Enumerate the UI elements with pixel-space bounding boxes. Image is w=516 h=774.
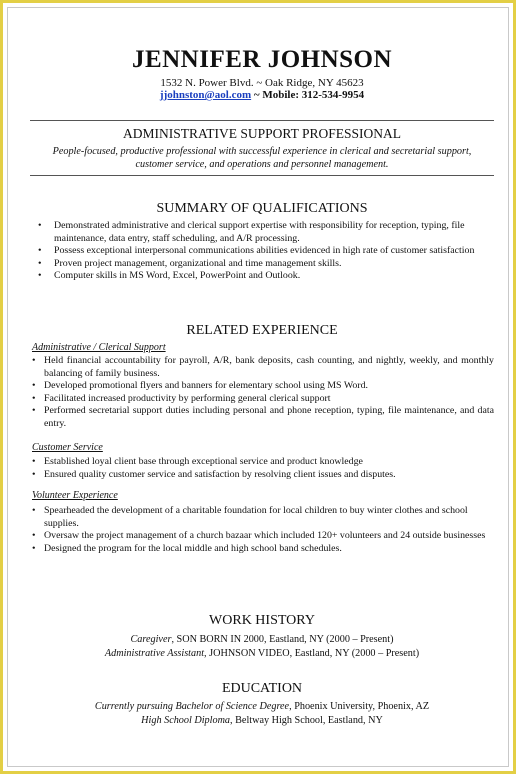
degree: Currently pursuing Bachelor of Science Degree — [94, 701, 290, 712]
education-heading: EDUCATION — [221, 681, 303, 696]
email-link[interactable]: jjohnston@aol.com — [159, 89, 252, 101]
divider-bottom — [30, 175, 494, 176]
job-detail: , JOHNSON VIDEO, Eastland, NY (2000 – Present) — [204, 648, 420, 659]
list-item: • Facilitated increased productivity by performing general clerical support — [30, 393, 494, 406]
divider-top — [30, 120, 494, 121]
list-item: • Established loyal client base through exceptional service and product knowledge — [30, 456, 494, 469]
professional-title: ADMINISTRATIVE SUPPORT PROFESSIONAL — [123, 126, 401, 141]
list-item: • Designed the program for the local middle and high school band schedules. — [30, 543, 494, 556]
summary-list — [24, 220, 482, 283]
subheading-customer: Customer Service — [32, 442, 103, 453]
education-entry — [22, 701, 502, 712]
work-history-heading: WORK HISTORY — [209, 613, 315, 628]
list-item: • Performed secretarial support duties including personal and phone reception, typing, file maintenance, and data entry. — [30, 405, 494, 430]
subheading-admin: Administrative / Clerical Support — [32, 342, 166, 353]
list-item: • Held financial accountability for payroll, A/R, bank deposits, cash counting, and nightly, weekly, and monthly balancing of family business. — [30, 355, 494, 380]
admin-list — [30, 355, 494, 431]
list-item: • Possess exceptional interpersonal communications abilities evidenced in high rate of customer satisfaction — [24, 245, 482, 258]
list-item: • Oversaw the project management of a church bazaar which included 120+ volunteers and 24 outside businesses — [30, 530, 494, 543]
work-entry — [22, 648, 502, 659]
school-detail: , Phoenix University, Phoenix, AZ — [289, 701, 430, 712]
education-entry — [22, 715, 502, 726]
address-line: 1532 N. Power Blvd. ~ Oak Ridge, NY 45623 — [160, 77, 364, 89]
list-item: • Proven project management, organizational and time management skills. — [24, 258, 482, 271]
list-item: • Developed promotional flyers and banners for elementary school using MS Word. — [30, 380, 494, 393]
mobile-number: ~ Mobile: 312-534-9954 — [251, 89, 365, 101]
school-detail: , Beltway High School, Eastland, NY — [230, 715, 383, 726]
page-inner-border — [7, 7, 509, 767]
subheading-volunteer: Volunteer Experience — [32, 490, 118, 501]
volunteer-list — [30, 505, 494, 555]
list-item: • Ensured quality customer service and satisfaction by resolving client issues and disputes. — [30, 469, 494, 482]
experience-heading: RELATED EXPERIENCE — [186, 323, 338, 338]
work-entry — [22, 634, 502, 645]
profile-statement: People-focused, productive professional with successful experience in clerical and secretarial support, customer service, and operations and personnel management. — [52, 146, 472, 170]
contact-line — [22, 89, 502, 101]
customer-list — [30, 456, 494, 481]
job-role: Caregiver — [130, 634, 172, 645]
job-detail: , SON BORN IN 2000, Eastland, NY (2000 – Present) — [171, 634, 394, 645]
list-item: • Demonstrated administrative and clerical support expertise with responsibility for reception, typing, file maintenance, data entry, staff scheduling, and A/R processing. — [24, 220, 482, 245]
list-item: • Computer skills in MS Word, Excel, PowerPoint and Outlook. — [24, 270, 482, 283]
list-item: • Spearheaded the development of a charitable foundation for local children to buy winter clothes and school supplies. — [30, 505, 494, 530]
summary-heading: SUMMARY OF QUALIFICATIONS — [156, 201, 368, 216]
candidate-name: JENNIFER JOHNSON — [131, 46, 393, 73]
degree: High School Diploma — [141, 715, 231, 726]
job-role: Administrative Assistant — [104, 648, 205, 659]
